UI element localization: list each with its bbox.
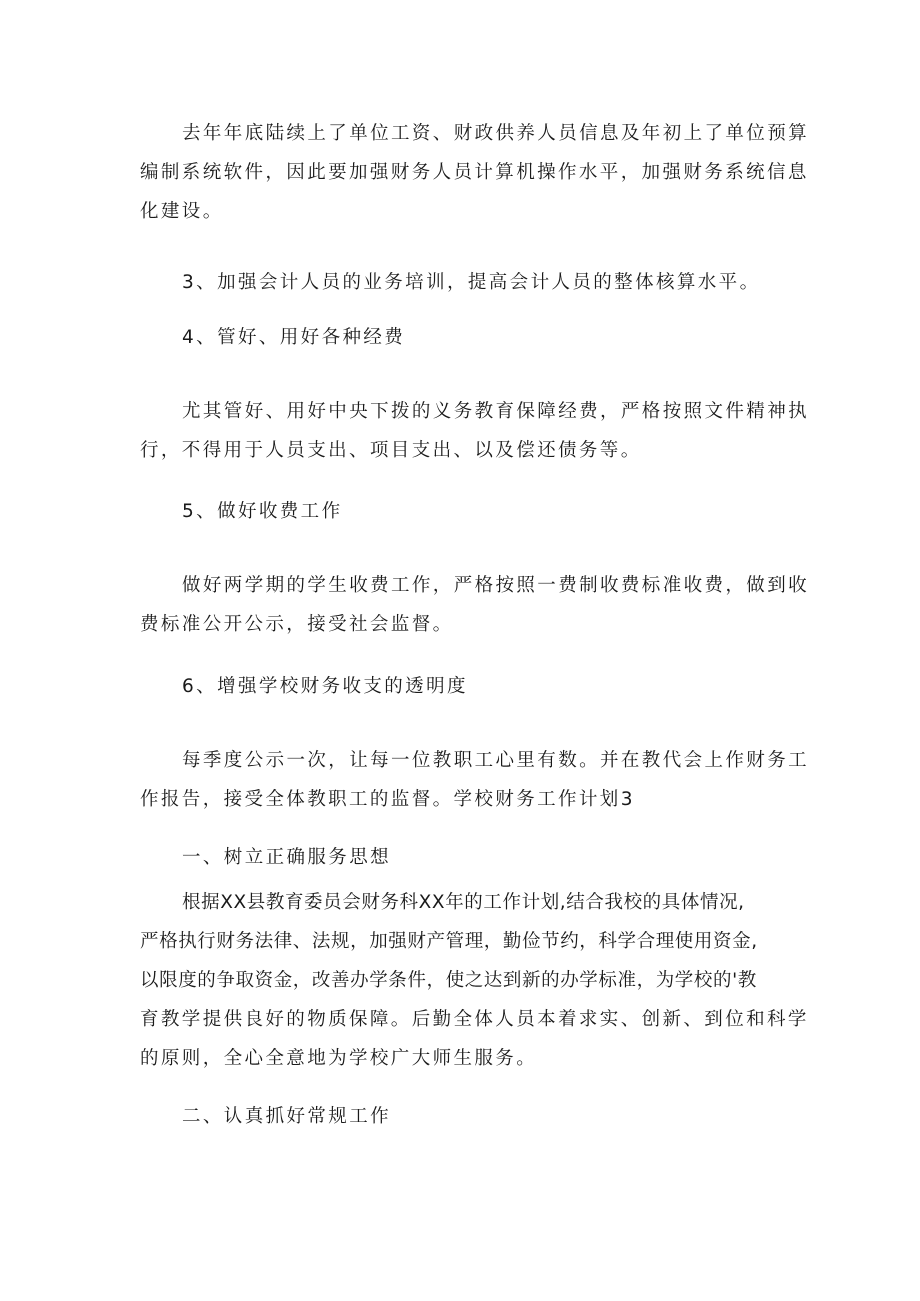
text-line: 严格执行财务法律、法规，加强财产管理，勤俭节约，科学合理使用资金,: [140, 931, 758, 952]
paragraph-fees: [140, 566, 810, 644]
heading-text: 3、加强会计人员的业务培训，提高会计人员的整体核算水平。: [182, 272, 761, 293]
heading-item-3: [140, 263, 800, 302]
text-line: 作报告，接受全体教职工的监督。学校财务工作计划3: [140, 789, 635, 810]
text-line: 做好两学期的学生收费工作，严格按照一费制收费标准收费，做到收: [182, 575, 810, 596]
heading-text: 5、做好收费工作: [182, 501, 343, 522]
paragraph-funds: [140, 392, 810, 470]
text-line: 以限度的争取资金，改善办学条件，使之达到新的办学标准，为学校的'教: [140, 970, 757, 991]
section-heading-1: [140, 838, 800, 877]
text-line: 育教学提供良好的物质保障。后勤全体人员本着求实、创新、到位和科学: [140, 1009, 809, 1030]
paragraph-info-system: [140, 114, 810, 231]
paragraph-transparency: [140, 741, 810, 819]
heading-item-4: [140, 318, 800, 357]
heading-text: 4、管好、用好各种经费: [182, 327, 406, 348]
text-line: 费标准公开公示，接受社会监督。: [140, 614, 454, 635]
text-line: 尤其管好、用好中央下拨的义务教育保障经费，严格按照文件精神执: [182, 401, 810, 422]
text-line: 根据XX县教育委员会财务科XX年的工作计划,结合我校的具体情况,: [182, 892, 745, 913]
text-line: 编制系统软件，因此要加强财务人员计算机操作水平，加强财务系统信息: [140, 162, 809, 183]
heading-text: 一、树立正确服务思想: [182, 847, 392, 868]
text-line: 每季度公示一次，让每一位教职工心里有数。并在教代会上作财务工: [182, 750, 810, 771]
paragraph-service: [140, 883, 809, 1078]
heading-text: 二、认真抓好常规工作: [182, 1106, 392, 1127]
heading-item-5: [140, 492, 800, 531]
section-heading-2: [140, 1097, 800, 1136]
text-line: 的原则，全心全意地为学校广大师生服务。: [140, 1048, 538, 1069]
heading-item-6: [140, 667, 800, 706]
text-line: 去年年底陆续上了单位工资、财政供养人员信息及年初上了单位预算: [182, 123, 810, 144]
text-line: 化建设。: [140, 201, 224, 222]
text-line: 行，不得用于人员支出、项目支出、以及偿还债务等。: [140, 440, 642, 461]
heading-text: 6、增强学校财务收支的透明度: [182, 676, 468, 697]
